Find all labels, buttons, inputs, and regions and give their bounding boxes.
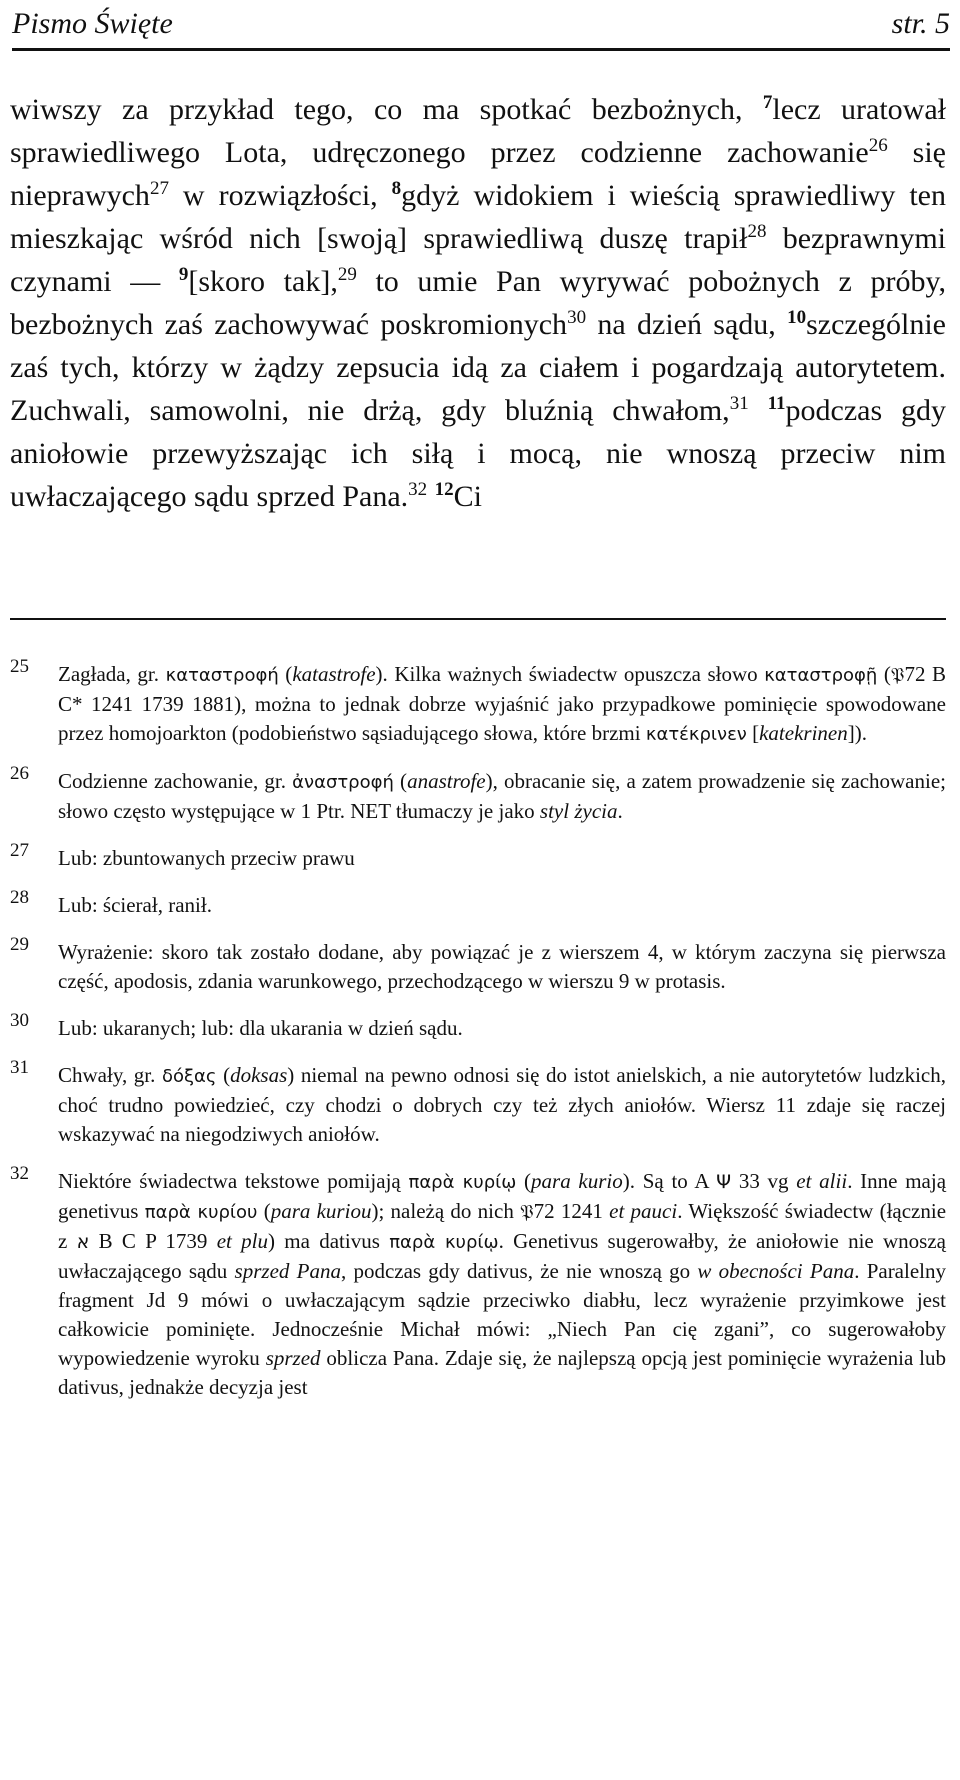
- greek-word: παρὰ κυρίῳ: [389, 1232, 499, 1253]
- footnote-text: . Paralelny fragment Jd 9 mówi o uwłaczającym sądzie przeciwko diabłu, lecz wyrażenie przyimkowe jest całkowicie pominięte. Jednocześnie Michał mówi: „Niech Pan cię zgani”, co sugerowałoby wypowiedzenie wyroku: [58, 1259, 946, 1370]
- footnotes: [10, 656, 947, 1420]
- italic-phrase: styl życia: [539, 799, 618, 823]
- main-text: to umie Pan wyrywać pobożnych z próby, bezbożnych zaś zachowywać poskromionych: [10, 265, 947, 341]
- transliteration: katekrinen: [759, 721, 848, 745]
- verse-number: 9: [178, 264, 189, 285]
- main-text: bezprawnymi czynami: [10, 222, 946, 298]
- em-dash: —: [130, 265, 161, 298]
- footnote-31: [10, 1057, 946, 1149]
- verse-number: 10: [787, 307, 807, 328]
- footnote-ref[interactable]: 26: [868, 135, 888, 156]
- footnote-text: [: [746, 721, 760, 745]
- greek-word: κατέκρινεν: [645, 724, 747, 745]
- transliteration: doksas: [230, 1063, 288, 1087]
- footnote-28: [10, 887, 946, 920]
- footnote-text: oblicza Pana. Zdaje się, że najlepszą opcją jest pominięcie wyrażenia lub dativus, jednakże decyzja jest: [58, 1346, 946, 1399]
- main-text: [749, 394, 768, 427]
- main-text: [skoro tak],: [188, 265, 338, 298]
- footnote-number: 27: [10, 840, 29, 861]
- footnote-text: Wyrażenie: skoro tak zostało dodane, aby powiązać je z wierszem 4, w którym zaczyna się pierwsza część, apodosis, zdania warunkowego, przechodzącego w wierszu 9 w protasis.: [58, 940, 946, 993]
- main-text: w rozwiązłości,: [168, 179, 392, 212]
- footnote-text: ); należą do nich: [371, 1199, 521, 1223]
- footnote-text: 72 1241: [533, 1199, 610, 1223]
- footnote-number: 31: [10, 1057, 29, 1078]
- footnote-text: Niektóre świadectwa tekstowe pomijają: [58, 1169, 409, 1193]
- transliteration: para kuriou: [270, 1199, 372, 1223]
- scripture-text: [10, 88, 946, 518]
- footnote-text: , podczas gdy dativus, że nie wnoszą go: [340, 1259, 698, 1283]
- papyrus-symbol: 𝔓: [520, 1201, 534, 1223]
- footnote-number: 28: [10, 887, 29, 908]
- footnote-number: 30: [10, 1010, 29, 1031]
- footnote-text: .: [617, 799, 623, 823]
- main-text: podczas gdy aniołowie przewyższając ich siłą i mocą, nie wnoszą przeciw nim uwłaczającego sądu sprzed Pana.: [10, 394, 947, 513]
- footnote-text: B C P 1739: [89, 1229, 217, 1253]
- main-text: gdyż widokiem i wieścią sprawiedliwy ten mieszkając wśród nich [swoją] sprawiedliwą duszę trapił: [10, 179, 946, 255]
- footnote-text: 72 B C* 1241 1739 1881), można to jednak dobrze wyjaśnić jako przypadkowe pominięcie spowodowane przez homojoarkton (podobieństwo sąsiadującego słowa, które brzmi: [58, 662, 947, 745]
- footnote-text: . Inne mają genetivus: [58, 1169, 947, 1223]
- footnote-ref[interactable]: 28: [747, 221, 767, 242]
- footnote-number: 32: [10, 1163, 29, 1184]
- footnote-number: 26: [10, 763, 29, 784]
- italic-phrase: sprzed Pana: [234, 1259, 341, 1283]
- greek-word: καταστροφή: [165, 665, 279, 686]
- transliteration: katastrofe: [292, 662, 376, 686]
- greek-word: παρὰ κυρίῳ: [408, 1172, 517, 1193]
- footnote-27: [10, 840, 946, 873]
- footnote-text: Zagłada, gr.: [58, 662, 166, 686]
- greek-word: ἀναστροφή: [292, 772, 394, 793]
- footnote-text: Codzienne zachowanie, gr.: [58, 769, 293, 793]
- transliteration: anastrofe: [407, 769, 486, 793]
- footnote-text: (: [257, 1199, 271, 1223]
- footnote-26: [10, 763, 946, 826]
- footnote-text: ) ma dativus: [268, 1229, 390, 1253]
- footnote-text: Lub: ukaranych; lub: dla ukarania w dzień sądu.: [58, 1016, 463, 1040]
- main-text: wiwszy za przykład tego, co ma spotkać bezbożnych,: [10, 93, 763, 126]
- page-number: str. 5: [891, 7, 950, 40]
- main-text: [160, 265, 179, 298]
- footnote-text: ) niemal na pewno odnosi się do istot anielskich, a nie autorytetów ludzkich, choć trudno powiedzieć, czy chodzi o dobrych czy też złych aniołów. Wiersz 11 zdaje się raczej wskazywać na niegodziwych aniołów.: [58, 1063, 946, 1146]
- footnote-30: [10, 1010, 946, 1043]
- italic-phrase: et plu: [216, 1229, 268, 1253]
- footnote-number: 25: [10, 656, 29, 677]
- footnote-text: . Większość świadectw (łącznie z: [58, 1199, 947, 1253]
- footnote-text: ), obracanie się, a zatem prowadzenie się zachowanie; słowo często występujące w 1 Ptr. NET tłumaczy je jako: [58, 769, 946, 823]
- verse-number: 7: [762, 92, 773, 113]
- header-title: Pismo Święte: [12, 7, 173, 40]
- footnote-number: 29: [10, 934, 29, 955]
- footnote-text: 33 vg: [731, 1169, 797, 1193]
- footnote-32: [10, 1163, 947, 1402]
- footnote-text: ). Są to A: [622, 1169, 717, 1193]
- italic-phrase: et pauci: [609, 1199, 678, 1223]
- footnote-text: . Genetivus sugerowałby, że aniołowie nie wnoszą uwłaczającego sądu: [58, 1229, 946, 1283]
- running-header: [12, 0, 950, 51]
- main-text: [427, 480, 435, 513]
- footnote-ref[interactable]: 32: [408, 479, 428, 500]
- verse-number: 12: [434, 479, 454, 500]
- footnote-text: Lub: zbuntowanych przeciw prawu: [58, 846, 355, 870]
- greek-word: παρὰ κυρίου: [144, 1202, 258, 1223]
- aleph-symbol: א: [76, 1231, 90, 1253]
- footnote-text: (: [516, 1169, 532, 1193]
- greek-word: δόξας: [161, 1066, 217, 1087]
- footnote-text: (: [393, 769, 408, 793]
- footnote-ref[interactable]: 30: [567, 307, 587, 328]
- footnote-separator: [10, 618, 946, 620]
- footnote-text: (: [877, 662, 891, 686]
- footnote-ref[interactable]: 31: [729, 393, 749, 414]
- main-text: Ci: [453, 480, 483, 513]
- footnote-text: (: [278, 662, 293, 686]
- verse-number: 11: [767, 393, 786, 414]
- transliteration: para kurio: [531, 1169, 623, 1193]
- italic-phrase: sprzed: [265, 1346, 321, 1370]
- main-text: szczególnie zaś tych, którzy w żądzy zepsucia idą za ciałem i pogardzają autorytetem. Zuchwali, samowolni, nie drżą, gdy bluźnią chwałom,: [10, 308, 946, 427]
- footnote-text: (: [216, 1063, 231, 1087]
- footnote-text: ). Kilka ważnych świadectw opuszcza słowo: [375, 662, 765, 686]
- main-text: na dzień sądu,: [586, 308, 788, 341]
- footnote-29: [10, 934, 946, 996]
- footnote-text: Chwały, gr.: [58, 1063, 162, 1087]
- verse-number: 8: [391, 178, 402, 199]
- footnote-text: ]).: [847, 721, 867, 745]
- papyrus-symbol: 𝔓: [890, 664, 905, 686]
- italic-phrase: w obecności Pana: [697, 1259, 855, 1283]
- footnote-ref[interactable]: 29: [337, 264, 357, 285]
- greek-word: καταστροφῇ: [764, 665, 878, 686]
- italic-phrase: et alii: [796, 1169, 848, 1193]
- manuscript-symbol: Ψ: [716, 1171, 732, 1193]
- footnote-25: [10, 656, 947, 749]
- footnote-text: Lub: ścierał, ranił.: [58, 893, 212, 917]
- main-text: lecz uratował sprawiedliwego Lota, udręczonego przez codzienne zachowanie: [10, 93, 946, 169]
- footnote-ref[interactable]: 27: [149, 178, 169, 199]
- main-text: się nieprawych: [10, 136, 946, 212]
